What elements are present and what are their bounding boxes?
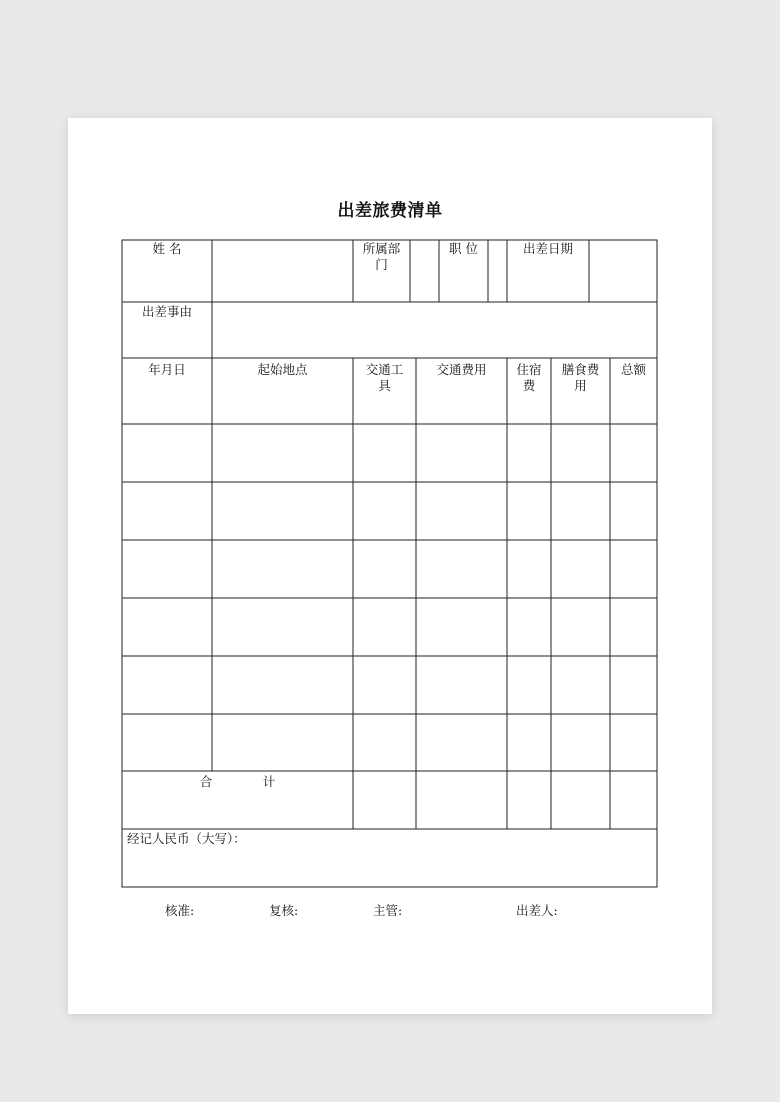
column-transport-fee: 交通费用 — [436, 362, 487, 377]
column-date: 年月日 — [148, 362, 186, 377]
column-transport-tool: 交通工 具 — [365, 362, 404, 393]
travel-reason-label: 出差事由 — [141, 304, 192, 319]
amount-in-words-label: 经记人民币（大写）： — [127, 831, 246, 846]
total-row-label-he: 合 — [199, 774, 213, 789]
column-total: 总额 — [620, 362, 646, 377]
column-lodging-fee: 住宿 费 — [516, 362, 542, 393]
traveler-label: 出差人: — [516, 903, 558, 918]
department-label: 所属部 门 — [362, 241, 401, 272]
column-meal-fee: 膳食费 用 — [561, 362, 600, 393]
column-route: 起始地点 — [257, 362, 308, 377]
supervisor-label: 主管: — [373, 903, 403, 918]
position-label: 职 位 — [449, 241, 478, 256]
approver-label: 核准: — [165, 903, 195, 918]
name-label: 姓 名 — [152, 241, 182, 256]
reviewer-label: 复核: — [269, 903, 299, 918]
form-title: 出差旅费清单 — [337, 201, 443, 221]
travel-date-label: 出差日期 — [522, 241, 573, 256]
total-row-label-ji: 计 — [262, 774, 276, 789]
